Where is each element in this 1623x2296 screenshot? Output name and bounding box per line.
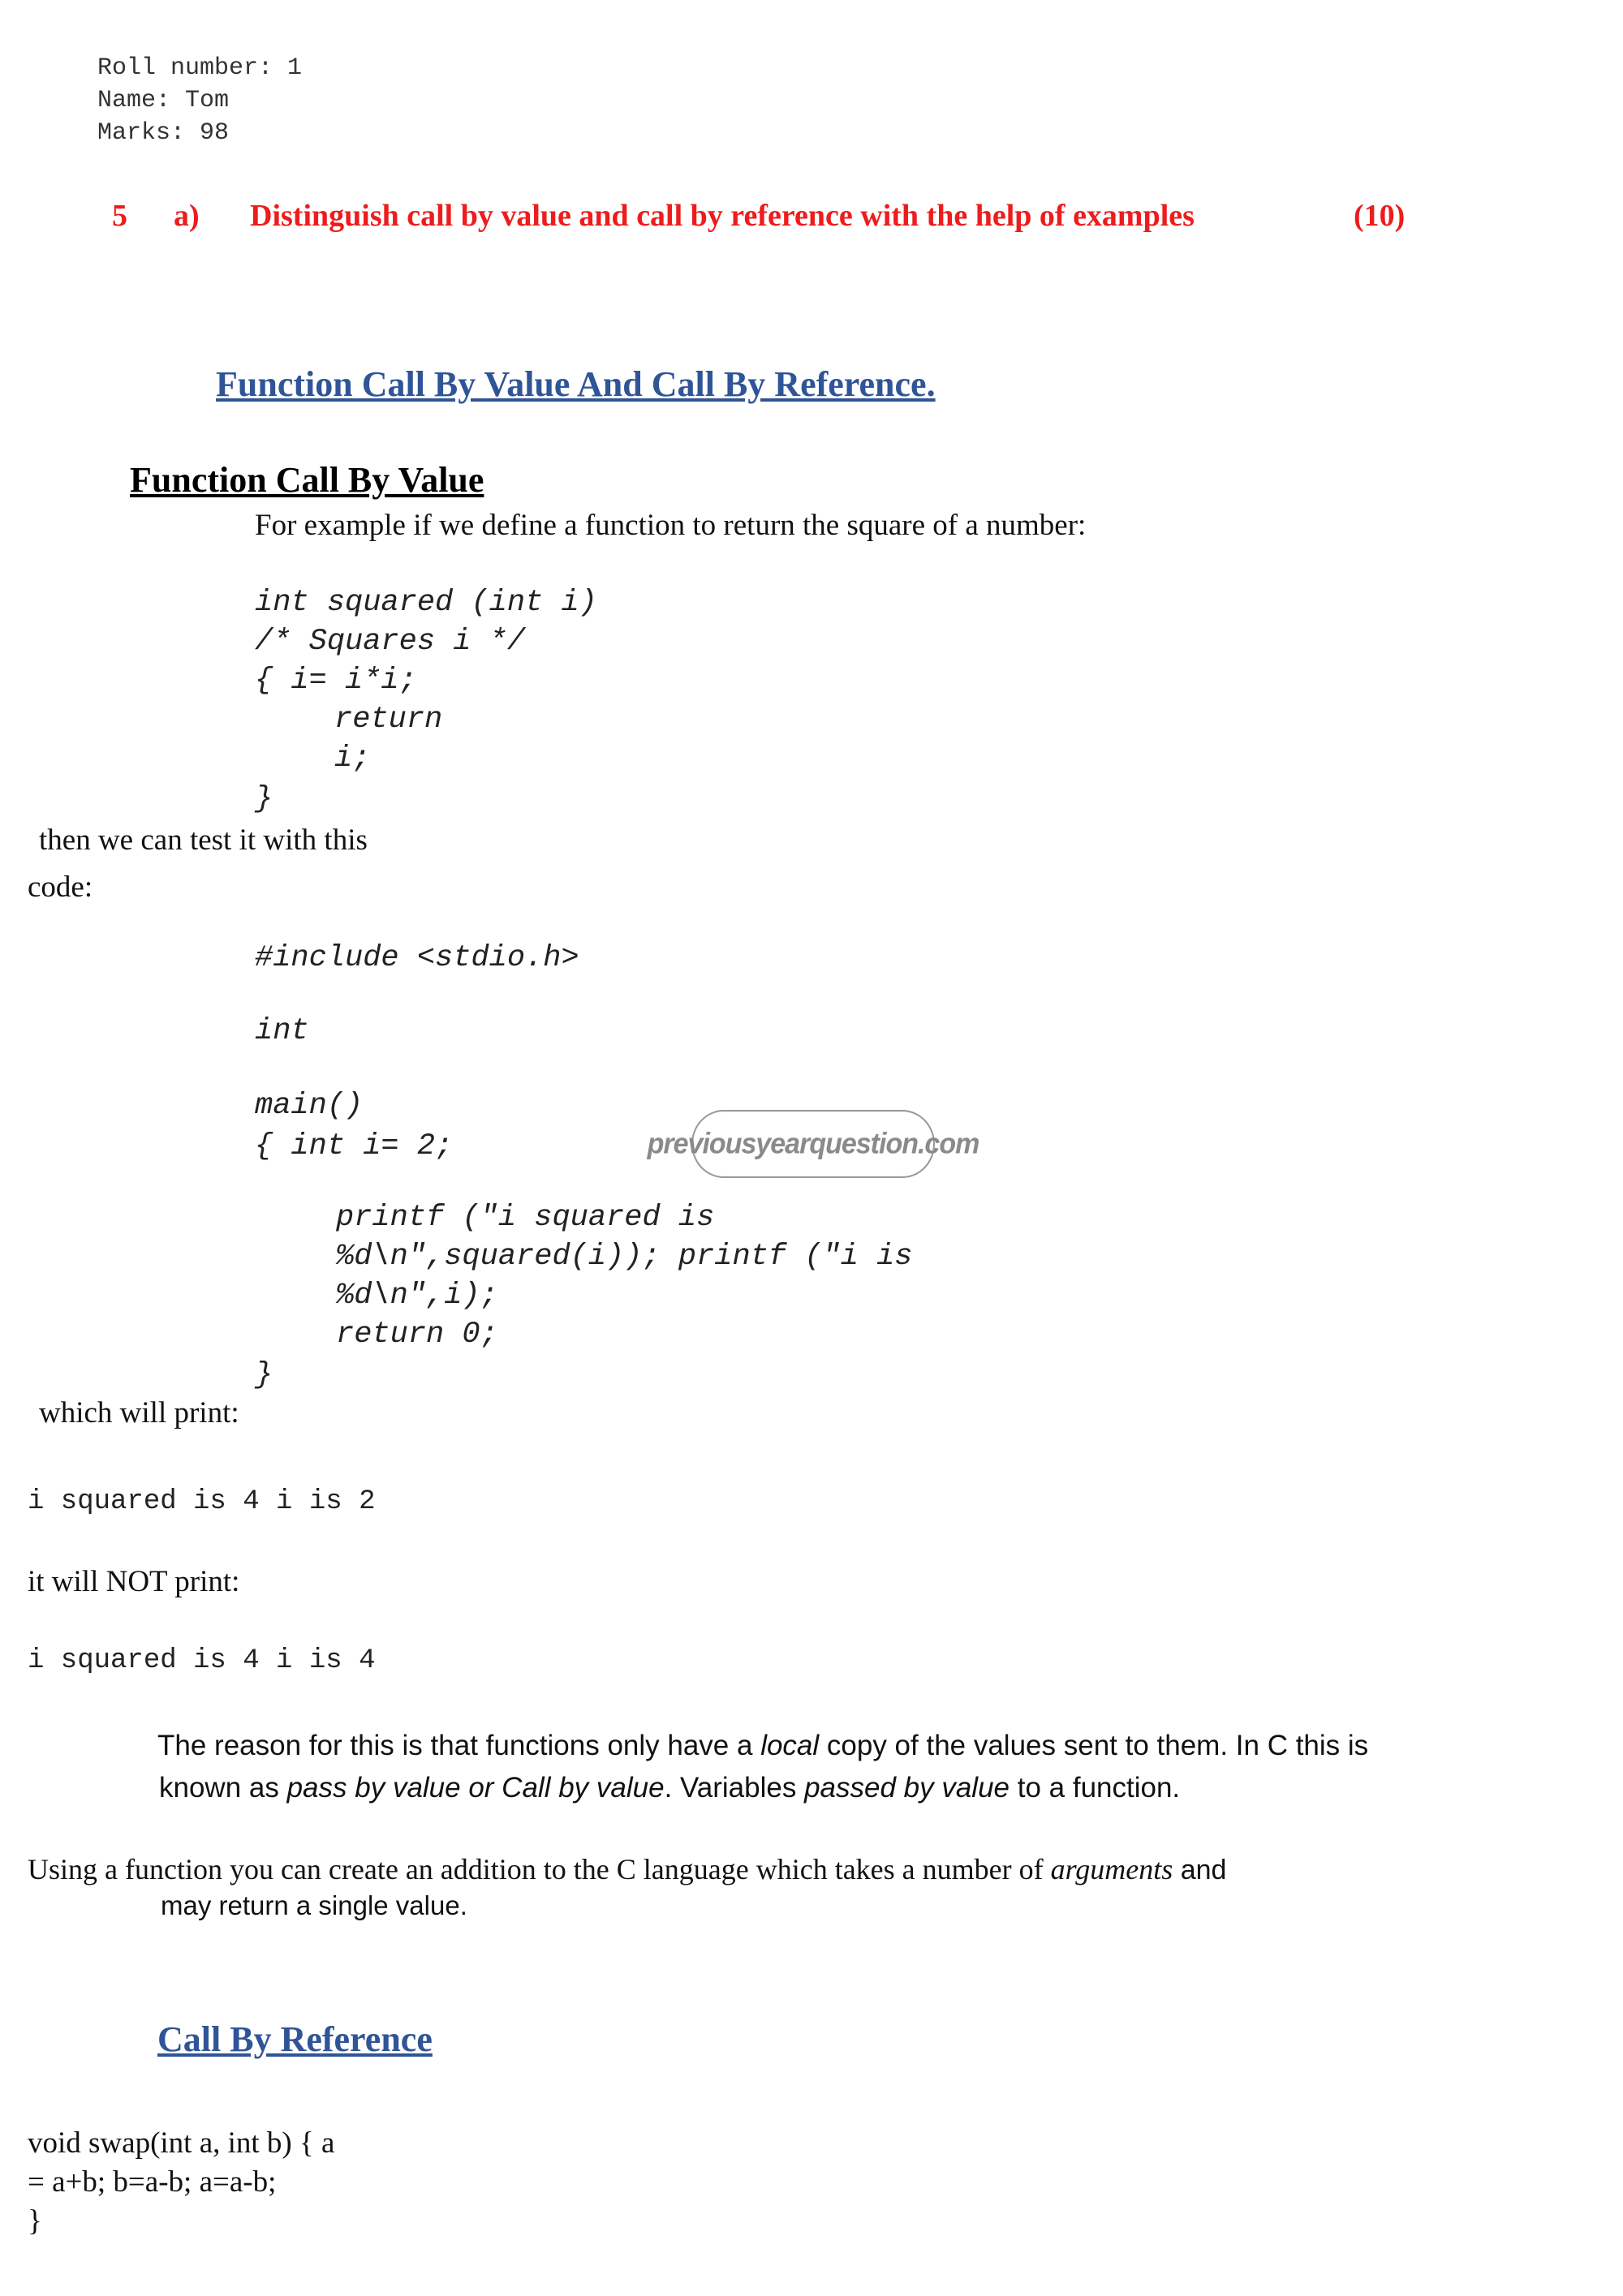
reason-line-1 — [157, 1725, 1368, 1767]
code-line: } — [255, 782, 273, 816]
usage-line-1 — [28, 1848, 1226, 1891]
code-line: return 0; — [336, 1318, 498, 1352]
usage-text: Using a function you can create an addition to the C language which takes a number of — [28, 1853, 1051, 1885]
reason-emphasis: local — [760, 1730, 820, 1761]
question-part: a) — [174, 199, 200, 233]
reason-emphasis: passed by value — [804, 1772, 1010, 1804]
watermark-logo: previousyearquestion.com — [691, 1110, 935, 1178]
reference-code-line: } — [28, 2204, 42, 2238]
code-line: %d\n",i); — [336, 1279, 498, 1313]
marks-line: Marks: 98 — [97, 119, 230, 147]
reason-text: to a function. — [1010, 1772, 1181, 1804]
reason-text: copy of the values sent to them. In C this is — [819, 1730, 1369, 1761]
code-line: %d\n",squared(i)); printf ("i is — [336, 1240, 913, 1274]
reference-code-line: = a+b; b=a-b; a=a-b; — [28, 2165, 277, 2199]
call-by-value-intro: For example if we define a function to return the square of a number: — [255, 509, 1087, 542]
will-print-label: which will print: — [39, 1396, 239, 1430]
reason-line-2 — [159, 1767, 1180, 1809]
code-line: { i= i*i; — [255, 664, 417, 698]
code-line: printf ("i squared is — [336, 1201, 715, 1235]
usage-emphasis: arguments — [1050, 1853, 1173, 1885]
main-signature: main() — [255, 1089, 364, 1123]
test-intro-cont: code: — [28, 871, 93, 904]
code-line: /* Squares i */ — [255, 625, 526, 659]
question-number: 5 — [112, 199, 127, 233]
will-print-output: i squared is 4 i is 2 — [28, 1486, 376, 1517]
include-line: #include <stdio.h> — [255, 941, 579, 975]
roll-number-line: Roll number: 1 — [97, 54, 303, 82]
reason-text: known as — [159, 1772, 287, 1804]
reason-text: The reason for this is that functions only have a — [157, 1730, 761, 1761]
declaration-line: { int i= 2; — [255, 1129, 454, 1163]
call-by-value-heading: Function Call By Value — [130, 460, 484, 500]
code-line: return — [334, 703, 443, 737]
code-line: int squared (int i) — [255, 586, 597, 620]
code-line: } — [255, 1358, 273, 1392]
code-line: i; — [334, 742, 371, 776]
reason-text: . Variables — [664, 1772, 805, 1804]
not-print-output: i squared is 4 i is 4 — [28, 1645, 376, 1676]
question-text: Distinguish call by value and call by reference with the help of examples — [250, 199, 1195, 233]
reason-emphasis: pass by value or Call by value — [286, 1772, 665, 1804]
usage-line-2: may return a single value. — [161, 1890, 467, 1920]
section-title: Function Call By Value And Call By Reference. — [216, 364, 936, 404]
name-line: Name: Tom — [97, 87, 230, 114]
reference-code-line: void swap(int a, int b) { a — [28, 2126, 335, 2160]
call-by-reference-heading: Call By Reference — [157, 2019, 433, 2059]
usage-text: and — [1173, 1855, 1227, 1885]
int-keyword: int — [255, 1014, 309, 1048]
question-marks: (10) — [1354, 199, 1406, 233]
not-print-label: it will NOT print: — [28, 1565, 240, 1598]
test-intro: then we can test it with this — [39, 823, 368, 857]
